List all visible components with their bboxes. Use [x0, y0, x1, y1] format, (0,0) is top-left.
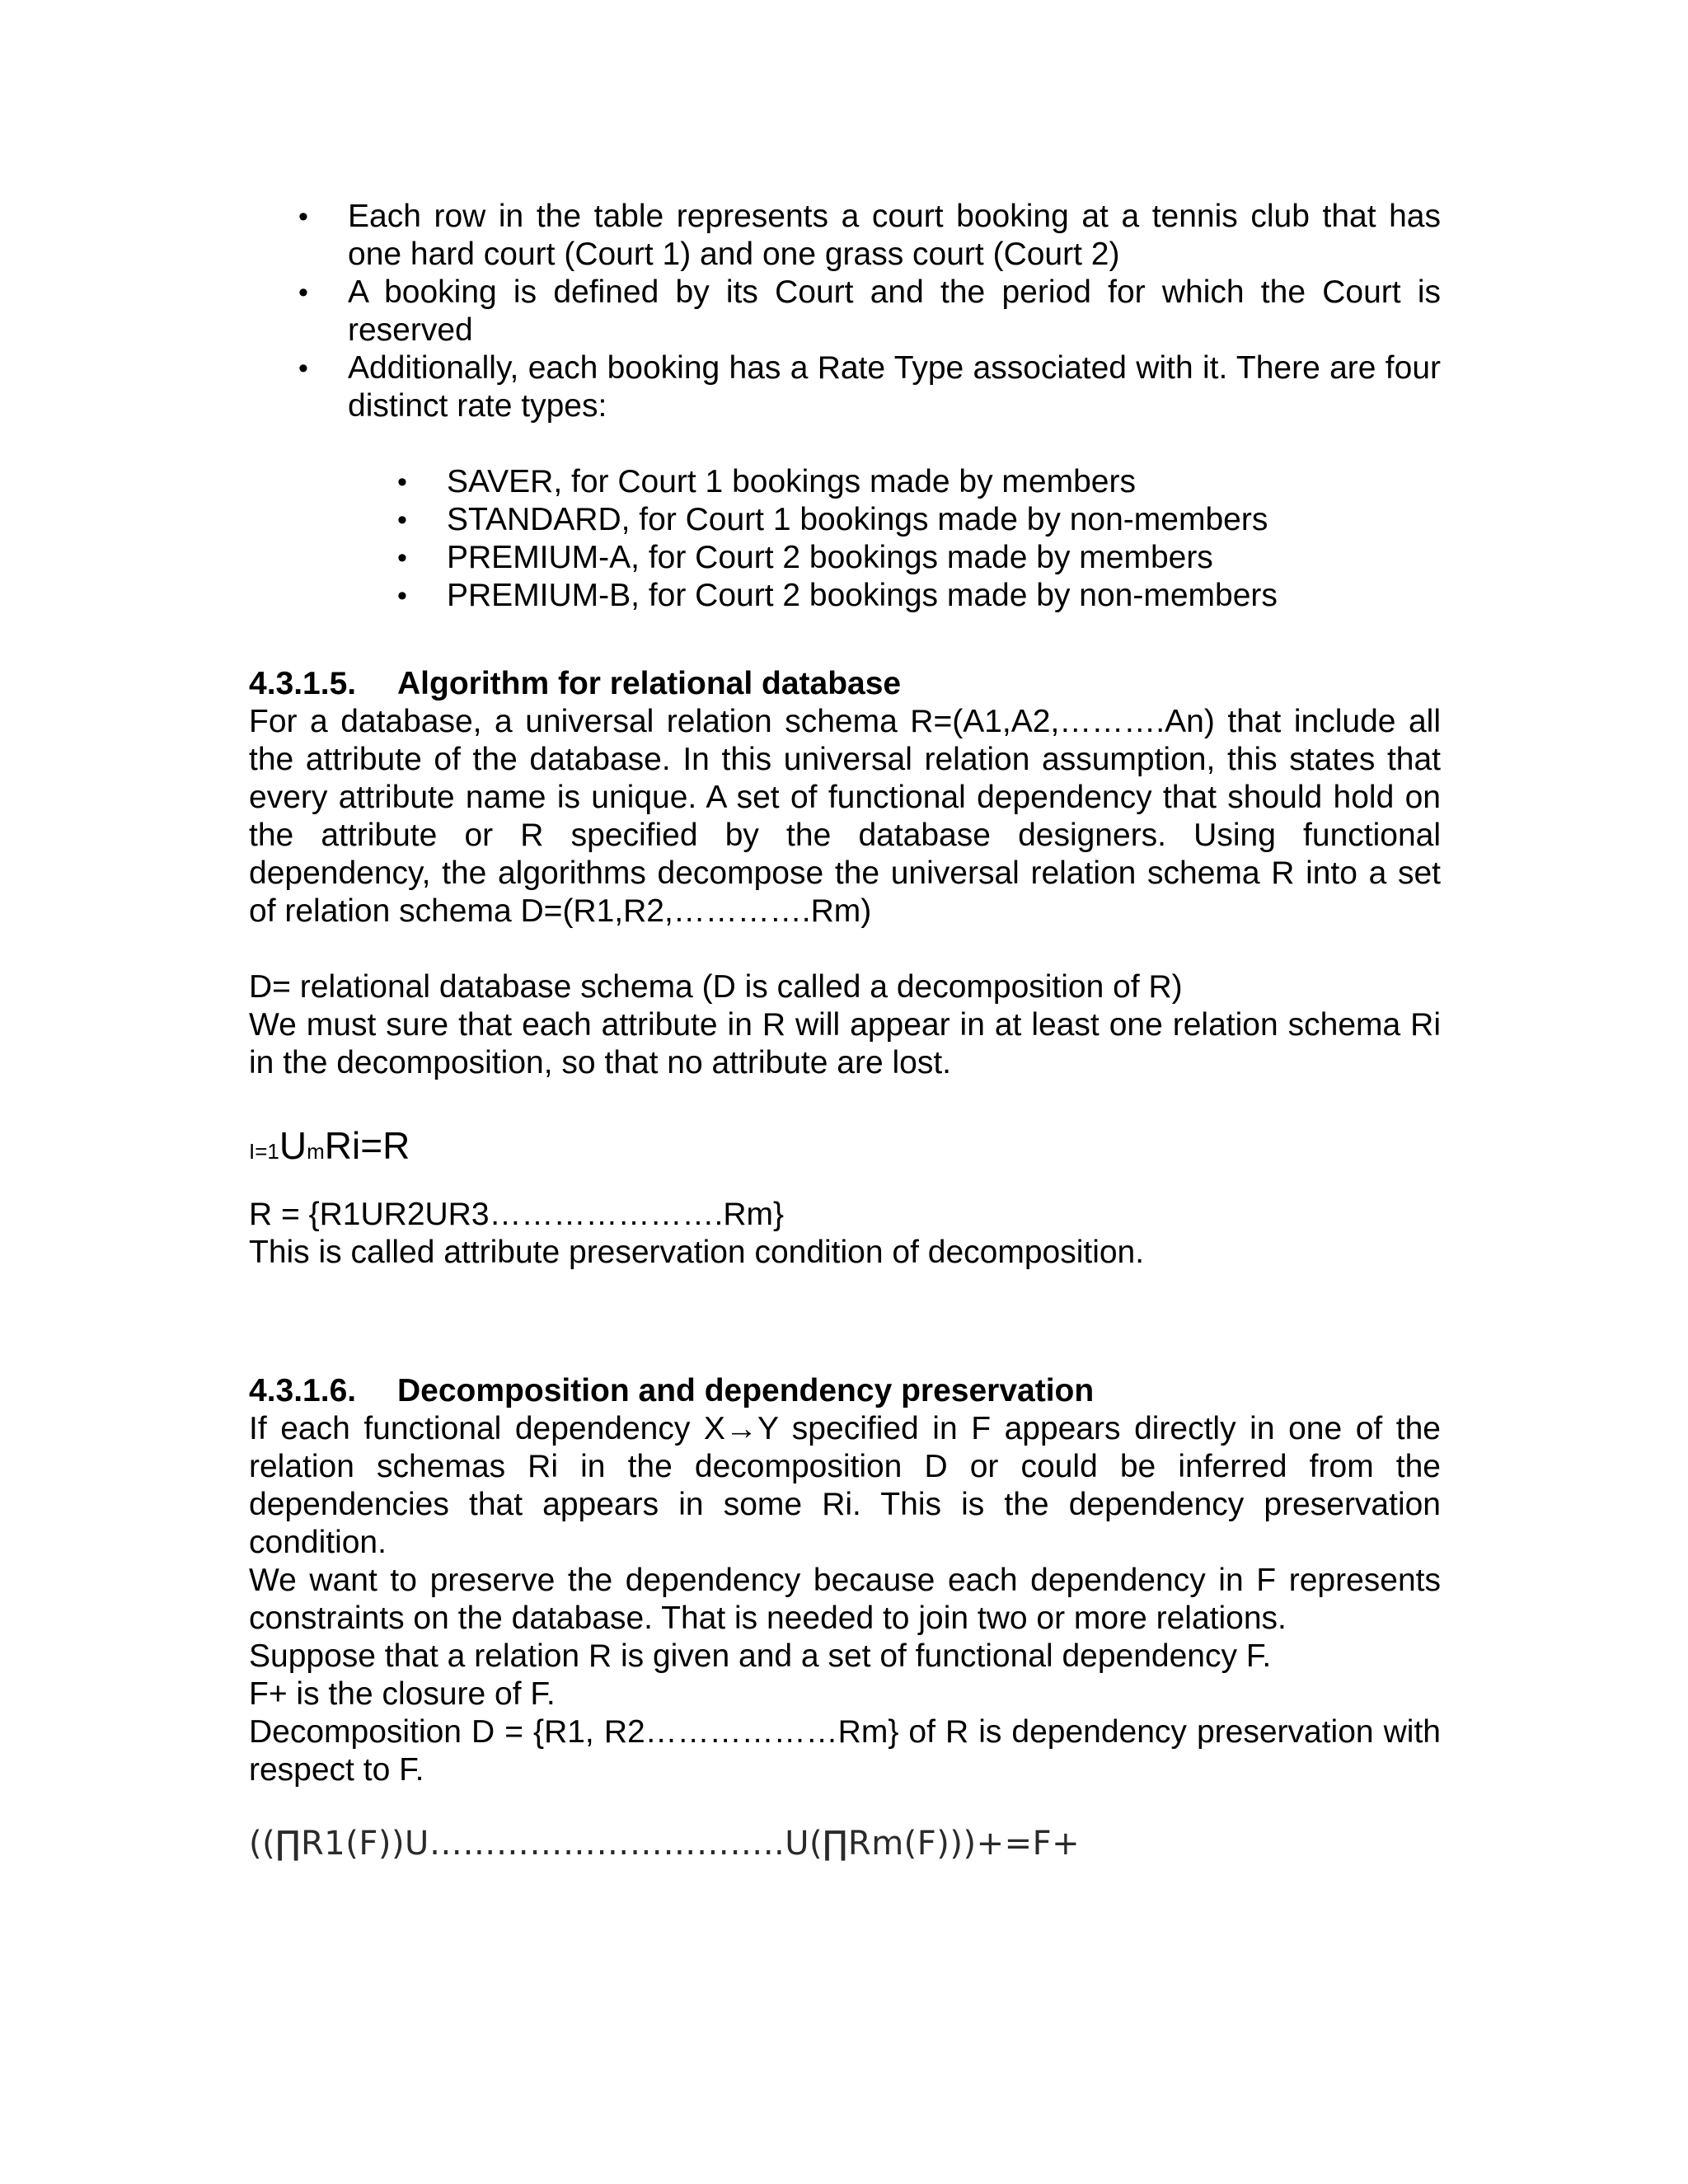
page-content — [249, 198, 1441, 1868]
formula-union: U — [279, 1124, 307, 1167]
section-title: Algorithm for relational database — [397, 666, 902, 701]
section-heading-4-3-1-6 — [249, 1372, 1441, 1410]
list-item: • SAVER, for Court 1 bookings made by members — [249, 463, 1441, 501]
relation-given-line: Suppose that a relation R is given and a set of functional dependency F. — [249, 1638, 1272, 1674]
booking-bullet-list — [249, 198, 1441, 425]
union-formula — [249, 1120, 1441, 1171]
decomposition-line: Decomposition D = {R1, R2………………Rm} of R is dependency preservation with respect to F. — [249, 1714, 1441, 1788]
list-item: • PREMIUM-B, for Court 2 bookings made by non-members — [249, 577, 1441, 615]
section-number: 4.3.1.6. — [249, 1373, 357, 1408]
decomposition-definition: D= relational database schema (D is called a decomposition of R) — [249, 969, 1183, 1005]
attribute-preservation-line: This is called attribute preservation condition of decomposition. — [249, 1235, 1145, 1270]
section-number: 4.3.1.5. — [249, 666, 357, 701]
list-item: • Additionally, each booking has a Rate Type associated with it. There are four distinct rate types: — [249, 349, 1441, 425]
algorithm-paragraph: For a database, a universal relation schema R=(A1,A2,……….An) that include all the attribute of the database. In this universal relation assumption, this states that every attribute name is unique. A set of functional dependency that should hold on the attribute or R specified by the database designers. Using functional dependency, the algorithms decompose the universal relation schema R into a set of relation schema D=(R1,R2,………….Rm) — [249, 704, 1441, 929]
section-title: Decomposition and dependency preservation — [397, 1373, 1095, 1408]
r-union-line: R = {R1UR2UR3………………….Rm} — [249, 1197, 785, 1232]
dependency-preservation-formula: ((∏R1(F))U…………………………..U(∏Rm(F)))+=F+ — [249, 1825, 1081, 1863]
preserve-paragraph: We want to preserve the dependency because each dependency in F represents constraints on the database. That is needed to join two or more relations. — [249, 1563, 1441, 1636]
section-heading-4-3-1-5 — [249, 665, 1441, 703]
rate-type-list — [249, 463, 1441, 615]
list-item: • STANDARD, for Court 1 bookings made by non-members — [249, 501, 1441, 539]
list-item: • A booking is defined by its Court and the period for which the Court is reserved — [249, 274, 1441, 349]
list-item: • PREMIUM-A, for Court 2 bookings made by members — [249, 539, 1441, 577]
formula-sub-m: m — [307, 1139, 325, 1164]
formula-rest: Ri=R — [324, 1124, 410, 1167]
attribute-requirement: We must sure that each attribute in R will appear in at least one relation schema Ri in the decomposition, so that no attribute are lost. — [249, 1007, 1441, 1080]
dependency-paragraph: If each functional dependency X→Y specified in F appears directly in one of the relation schemas Ri in the decomposition D or could be inferred from the dependencies that appears in some Ri. This is the dependency preservation condition. — [249, 1411, 1441, 1560]
closure-line: F+ is the closure of F. — [249, 1676, 556, 1712]
formula-index: I=1 — [249, 1139, 279, 1164]
list-item: • Each row in the table represents a court booking at a tennis club that has one hard court (Court 1) and one grass court (Court 2) — [249, 198, 1441, 274]
